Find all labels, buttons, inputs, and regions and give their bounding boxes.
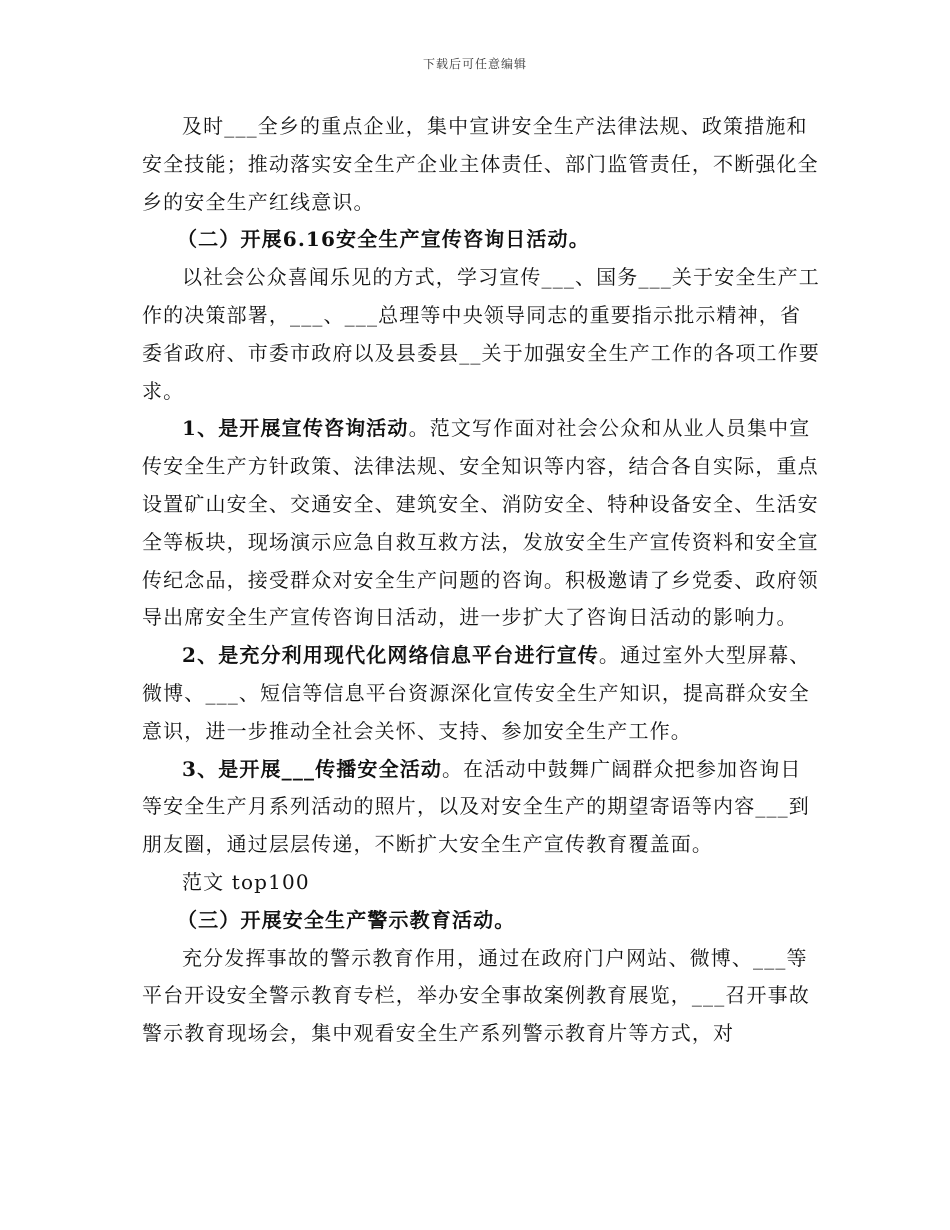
paragraph-3: 充分发挥事故的警示教育作用，通过在政府门户网站、微博、___等平台开设安全警示教育专栏，举办安全事故案例教育展览，___召开事故警示教育现场会，集中观看安全生产系列警示教育片等方式，对	[142, 945, 810, 1046]
list-item-3-lead: 3、是开展___传播安全活动	[182, 756, 443, 781]
section-heading-2: （二）开展6.16安全生产宣传咨询日活动。	[177, 227, 590, 252]
note-line: 范文 top100	[182, 869, 310, 894]
list-item-1-lead: 1、是开展宣传咨询活动	[182, 416, 409, 441]
list-item-3-text: 。在活动中鼓舞广阔群众把参加咨询日等安全生产月系列活动的照片，以及对安全生产的期望寄语等内容___到朋友圈，通过层层传递，不断扩大安全生产宣传教育覆盖面。	[142, 756, 810, 857]
list-item-2-text: 。通过室外大型屏幕、微博、___、短信等信息平台资源深化宣传安全生产知识，提高群众安全意识，进一步推动全社会关怀、支持、参加安全生产工作。	[142, 643, 811, 743]
paragraph-1: 及时___全乡的重点企业，集中宣讲安全生产法律法规、政策措施和安全技能；推动落实安全生产企业主体责任、部门监管责任，不断强化全乡的安全生产红线意识。	[142, 114, 819, 214]
page-header: 下载后可任意编辑	[422, 57, 527, 71]
section-heading-3: （三）开展安全生产警示教育活动。	[177, 907, 516, 932]
list-item-3	[142, 751, 822, 864]
list-item-1-text: 。范文写作面对社会公众和从业人员集中宣传安全生产方针政策、法律法规、安全知识等内容，结合各自实际，重点设置矿山安全、交通安全、建筑安全、消防安全、特种设备安全、生活安全等板块，现场演示应急自救互救方法，发放安全生产宣传资料和安全宣传纪念品，接受群众对安全生产问题的咨询。积极邀请了乡党委、政府领导出席安全生产宣传咨询日活动，进一步扩大了咨询日活动的影响力。	[142, 416, 819, 630]
list-item-2-lead: 2、是充分利用现代化网络信息平台进行宣传	[182, 643, 599, 668]
list-item-1	[142, 410, 822, 637]
document-body	[142, 108, 822, 1053]
list-item-2	[142, 637, 822, 750]
paragraph-2: 以社会公众喜闻乐见的方式，学习宣传___、国务___关于安全生产工作的决策部署，___、___总理等中央领导同志的重要指示批示精神，省委省政府、市委市政府以及县委县__关于加强安全生产工作的各项工作要求。	[142, 265, 820, 403]
